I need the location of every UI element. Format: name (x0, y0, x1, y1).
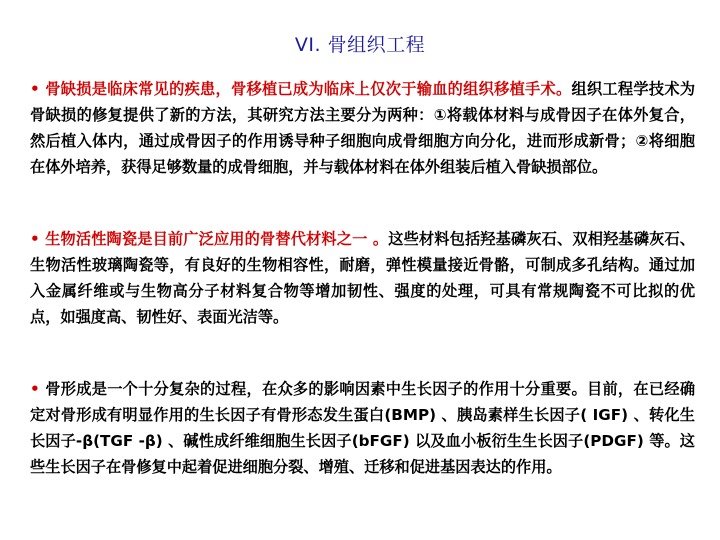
paragraph-highlight: • 骨缺损是临床常见的疾患，骨移植已成为临床上仅次于输血的组织移植手术。 (30, 80, 572, 98)
paragraph-body: 骨形成是一个十分复杂的过程，在众多的影响因素中生长因子的作用十分重要。目前，在已经确定对骨形成有明显作用的生长因子有骨形态发生蛋白(BMP) 、胰岛素样生长因子( IGF) 、转化生长因子-β(TGF -β) 、碱性成纤维细胞生长因子(bFGF) 以及血小板衍生生长因子(PDGF) 等。这些生长因子在骨修复中起着促进细胞分裂、增殖、迁移和促进基因表达的作用。 (30, 380, 696, 476)
paragraph-highlight: • (30, 380, 46, 398)
slide-title: VI. 骨组织工程 (294, 34, 426, 56)
paragraph-body: 组织工程学技术为骨缺损的修复提供了新的方法，其研究方法主要分为两种：①将载体材料与成骨因子在体外复合，然后植入体内，通过成骨因子的作用诱导种子细胞向成骨细胞方向分化，进而形成新骨；②将细胞在体外培养，获得足够数量的成骨细胞，并与载体材料在体外组装后植入骨缺损部位。 (30, 80, 696, 176)
paragraph-body: 这些材料包括羟基磷灰石、双相羟基磷灰石、生物活性玻璃陶瓷等，有良好的生物相容性，耐磨，弹性模量接近骨骼，可制成多孔结构。通过加入金属纤维或与生物高分子材料复合物等增加韧性、强度的处理，可具有常规陶瓷不可比拟的优点，如强度高、韧性好、表面光洁等。 (30, 230, 695, 326)
paragraph-bioactive-ceramics (30, 226, 695, 330)
paragraph-bone-defect (30, 76, 695, 180)
paragraph-growth-factors (30, 376, 695, 480)
paragraph-highlight: • 生物活性陶瓷是目前广泛应用的骨替代材料之一 。 (30, 230, 389, 248)
